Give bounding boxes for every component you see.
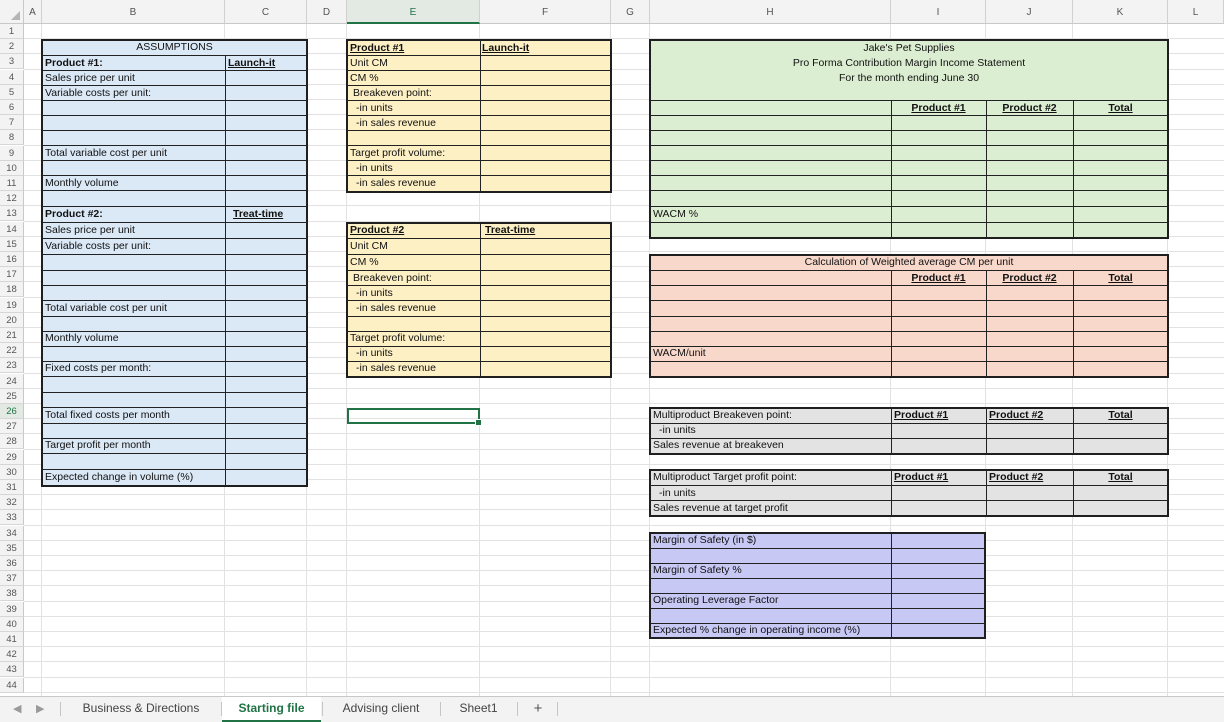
breakeven-in-units[interactable]: -in units	[659, 424, 696, 436]
product1-cm-pct[interactable]: CM %	[350, 72, 379, 84]
cell-border	[650, 623, 985, 624]
cell-border	[347, 160, 611, 161]
cell-border	[347, 331, 611, 332]
column-header-l[interactable]: L	[1168, 0, 1224, 24]
target-col-total[interactable]: Total	[1108, 471, 1133, 483]
row-header-23[interactable]: 23	[0, 358, 24, 373]
row-header-7[interactable]: 7	[0, 115, 24, 130]
row-header-29[interactable]: 29	[0, 450, 24, 465]
row-header-20[interactable]: 20	[0, 313, 24, 328]
product1-unit-cm[interactable]: Unit CM	[350, 57, 388, 69]
target-in-units[interactable]: -in units	[659, 487, 696, 499]
row-header-1[interactable]: 1	[0, 24, 24, 39]
assumptions-fixed-costs[interactable]: Fixed costs per month:	[45, 362, 152, 374]
assumptions-sales-price[interactable]: Sales price per unit	[45, 72, 135, 84]
column-header-d[interactable]: D	[307, 0, 347, 24]
wacm-col-product1[interactable]: Product #1	[911, 272, 966, 284]
row-header-3[interactable]: 3	[0, 54, 24, 69]
product1-in-sales-2[interactable]: -in sales revenue	[356, 177, 436, 189]
row-header-25[interactable]: 25	[0, 389, 24, 404]
row-header-10[interactable]: 10	[0, 161, 24, 176]
assumptions-total-variable-2[interactable]: Total variable cost per unit	[45, 302, 167, 314]
cell-border	[42, 100, 307, 101]
prev-sheet-icon[interactable]: ◀	[13, 703, 22, 715]
income-col-product2[interactable]: Product #2	[1002, 102, 1057, 114]
cell-border	[1073, 270, 1074, 377]
breakeven-sales-revenue[interactable]: Sales revenue at breakeven	[653, 439, 784, 451]
row-header-5[interactable]: 5	[0, 85, 24, 100]
row-header-31[interactable]: 31	[0, 480, 24, 495]
cell-border	[42, 190, 307, 191]
row-header-19[interactable]: 19	[0, 298, 24, 313]
assumptions-total-variable[interactable]: Total variable cost per unit	[45, 147, 167, 159]
gridline-row	[24, 661, 1224, 662]
row-header-2[interactable]: 2	[0, 39, 24, 54]
assumptions-total-fixed[interactable]: Total fixed costs per month	[45, 409, 170, 421]
assumptions-expected-change[interactable]: Expected change in volume (%)	[45, 471, 194, 483]
cell-border	[42, 115, 307, 116]
safety-mos-dollars[interactable]: Margin of Safety (in $)	[653, 534, 757, 546]
cell-border	[891, 270, 892, 377]
cell-border	[891, 533, 892, 638]
cell-border	[347, 145, 611, 146]
income-period[interactable]: For the month ending June 30	[838, 72, 980, 84]
cell-border	[650, 270, 1168, 271]
cell-border	[42, 206, 307, 207]
cell-border	[650, 222, 1168, 223]
row-header-43[interactable]: 43	[0, 662, 24, 677]
cell-border	[891, 100, 892, 238]
row-header-35[interactable]: 35	[0, 541, 24, 556]
active-cell-e26[interactable]	[347, 408, 480, 424]
cell-border	[891, 408, 892, 454]
product2-in-sales-2[interactable]: -in sales revenue	[356, 362, 436, 374]
assumptions-sales-price-2[interactable]: Sales price per unit	[45, 224, 135, 236]
product1-target-volume[interactable]: Target profit volume:	[350, 147, 446, 159]
gridline-row	[24, 616, 1224, 617]
cell-border	[650, 160, 1168, 161]
cell-border	[650, 190, 1168, 191]
cell-border	[42, 85, 307, 86]
cell-border	[650, 115, 1168, 116]
income-col-total[interactable]: Total	[1108, 102, 1133, 114]
gridline-row	[24, 570, 1224, 571]
safety-olf[interactable]: Operating Leverage Factor	[653, 594, 779, 606]
row-header-30[interactable]: 30	[0, 465, 24, 480]
cell-border	[650, 578, 985, 579]
column-header-i[interactable]: I	[891, 0, 986, 24]
row-header-4[interactable]: 4	[0, 70, 24, 85]
cell-border	[347, 254, 611, 255]
row-header-21[interactable]: 21	[0, 328, 24, 343]
cell-border	[42, 238, 307, 239]
cell-border	[347, 238, 611, 239]
cell-border	[650, 285, 1168, 286]
gridline-row	[24, 540, 1224, 541]
row-header-40[interactable]: 40	[0, 617, 24, 632]
cell-border	[650, 608, 985, 609]
cell-border	[650, 423, 1168, 424]
assumptions-product1-label[interactable]: Product #1:	[45, 57, 103, 69]
assumptions-launch-it-label[interactable]: Launch-it	[228, 57, 276, 69]
cell-border	[480, 40, 481, 192]
product1-breakeven[interactable]: Breakeven point:	[353, 87, 432, 99]
column-header-f[interactable]: F	[480, 0, 611, 24]
breakeven-title[interactable]: Multiproduct Breakeven point:	[653, 409, 792, 421]
row-header-18[interactable]: 18	[0, 282, 24, 297]
gridline-row	[24, 585, 1224, 586]
row-header-42[interactable]: 42	[0, 647, 24, 662]
row-header-32[interactable]: 32	[0, 495, 24, 510]
cell-border	[42, 346, 307, 347]
gridline-row	[24, 692, 1224, 693]
cell-border	[650, 438, 1168, 439]
assumptions-monthly-volume-2[interactable]: Monthly volume	[45, 332, 119, 344]
assumptions-title[interactable]: ASSUMPTIONS	[136, 41, 213, 53]
column-header-b[interactable]: B	[42, 0, 225, 24]
cell-border	[347, 115, 611, 116]
income-col-product1[interactable]: Product #1	[911, 102, 966, 114]
cell-border	[42, 376, 307, 377]
cell-border	[42, 316, 307, 317]
breakeven-col-total[interactable]: Total	[1108, 409, 1133, 421]
cell-border	[42, 285, 307, 286]
target-title[interactable]: Multiproduct Target profit point:	[653, 471, 797, 483]
cell-border	[986, 408, 987, 454]
cell-border	[650, 346, 1168, 347]
income-company[interactable]: Jake's Pet Supplies	[863, 42, 955, 54]
column-header-k[interactable]: K	[1073, 0, 1168, 24]
row-header-13[interactable]: 13	[0, 206, 24, 221]
cell-border	[650, 145, 1168, 146]
cell-border	[42, 300, 307, 301]
assumptions-variable-costs-2[interactable]: Variable costs per unit:	[45, 240, 152, 252]
cell-border	[42, 175, 307, 176]
cell-border	[225, 55, 226, 486]
cell-border	[42, 407, 307, 408]
row-header-36[interactable]: 36	[0, 556, 24, 571]
cell-border	[347, 85, 611, 86]
assumptions-target-profit[interactable]: Target profit per month	[45, 439, 151, 451]
product1-header[interactable]: Product #1	[350, 42, 405, 54]
target-col-product2[interactable]: Product #2	[989, 471, 1044, 483]
target-sales-revenue[interactable]: Sales revenue at target profit	[653, 502, 788, 514]
column-header-g[interactable]: G	[611, 0, 650, 24]
cell-border	[42, 331, 307, 332]
sheet-tab-bar	[0, 696, 1224, 722]
column-header-j[interactable]: J	[986, 0, 1073, 24]
row-header-44[interactable]: 44	[0, 678, 24, 693]
cell-border	[650, 300, 1168, 301]
column-header-h[interactable]: H	[650, 0, 891, 24]
row-header-37[interactable]: 37	[0, 571, 24, 586]
product2-in-units[interactable]: -in units	[356, 287, 393, 299]
tab-advising-client[interactable]: Advising client	[342, 701, 420, 715]
cell-border	[42, 453, 307, 454]
cell-border	[347, 130, 611, 131]
row-header-16[interactable]: 16	[0, 252, 24, 267]
row-header-22[interactable]: 22	[0, 343, 24, 358]
row-header-41[interactable]: 41	[0, 632, 24, 647]
cell-border	[650, 593, 985, 594]
cell-border	[1073, 470, 1074, 516]
wacm-col-total[interactable]: Total	[1108, 272, 1133, 284]
gridline-row	[24, 555, 1224, 556]
product2-name[interactable]: Treat-time	[485, 224, 536, 236]
column-header-a[interactable]: A	[24, 0, 42, 24]
tab-sheet1[interactable]: Sheet1	[459, 701, 498, 715]
gridline-row	[24, 646, 1224, 647]
add-sheet-icon[interactable]: +	[533, 700, 543, 717]
cell-border	[650, 316, 1168, 317]
product1-name[interactable]: Launch-it	[482, 42, 530, 54]
cell-border	[347, 285, 611, 286]
select-all-corner[interactable]	[0, 0, 24, 24]
cell-border	[986, 100, 987, 238]
product2-in-units-2[interactable]: -in units	[356, 347, 393, 359]
tab-business-directions[interactable]: Business & Directions	[82, 701, 200, 715]
cell-border	[42, 70, 307, 71]
cell-border	[42, 222, 307, 223]
tab-separator	[557, 702, 558, 716]
row-header-15[interactable]: 15	[0, 237, 24, 252]
income-statement-title[interactable]: Pro Forma Contribution Margin Income Statement	[792, 57, 1026, 69]
cell-border	[650, 175, 1168, 176]
safety-mos-pct[interactable]: Margin of Safety %	[653, 564, 742, 576]
row-header-39[interactable]: 39	[0, 602, 24, 617]
product2-breakeven[interactable]: Breakeven point:	[353, 272, 432, 284]
assumptions-monthly-volume[interactable]: Monthly volume	[45, 177, 119, 189]
column-header-c[interactable]: C	[225, 0, 307, 24]
cell-border	[42, 438, 307, 439]
assumptions-product2-label[interactable]: Product #2:	[45, 208, 103, 220]
cell-border	[650, 500, 1168, 501]
cell-border	[42, 469, 307, 470]
cell-border	[650, 100, 1168, 101]
product2-header[interactable]: Product #2	[350, 224, 405, 236]
cell-border	[650, 206, 1168, 207]
cell-border	[42, 130, 307, 131]
cell-border	[42, 361, 307, 362]
row-header-33[interactable]: 33	[0, 510, 24, 525]
product2-in-sales[interactable]: -in sales revenue	[356, 302, 436, 314]
cell-border	[650, 563, 985, 564]
cell-border	[650, 361, 1168, 362]
cell-border	[347, 346, 611, 347]
gridline-row	[24, 525, 1224, 526]
cell-border	[1073, 100, 1074, 238]
product2-target-volume[interactable]: Target profit volume:	[350, 332, 446, 344]
wacm-per-unit[interactable]: WACM/unit	[653, 347, 706, 359]
cell-border	[347, 316, 611, 317]
cell-border	[650, 130, 1168, 131]
cell-border	[891, 470, 892, 516]
breakeven-col-product1[interactable]: Product #1	[894, 409, 949, 421]
cell-border	[42, 160, 307, 161]
cell-border	[480, 223, 481, 377]
product1-in-units[interactable]: -in units	[356, 102, 393, 114]
assumptions-treat-time-label[interactable]: Treat-time	[233, 208, 284, 220]
cell-border	[42, 145, 307, 146]
cell-border	[42, 254, 307, 255]
row-header-12[interactable]: 12	[0, 191, 24, 206]
row-header-26[interactable]: 26	[0, 404, 24, 419]
product1-in-sales[interactable]: -in sales revenue	[356, 117, 436, 129]
product1-in-units-2[interactable]: -in units	[356, 162, 393, 174]
cell-border	[347, 100, 611, 101]
tab-separator	[60, 702, 61, 716]
breakeven-col-product2[interactable]: Product #2	[989, 409, 1044, 421]
row-header-9[interactable]: 9	[0, 146, 24, 161]
row-header-27[interactable]: 27	[0, 419, 24, 434]
assumptions-variable-costs[interactable]: Variable costs per unit:	[45, 87, 152, 99]
cell-border	[650, 548, 985, 549]
cell-border	[650, 331, 1168, 332]
gridline-row	[24, 601, 1224, 602]
cell-border	[347, 175, 611, 176]
row-header-6[interactable]: 6	[0, 100, 24, 115]
cell-border	[347, 361, 611, 362]
column-header-e[interactable]: E	[347, 0, 480, 24]
row-header-24[interactable]: 24	[0, 374, 24, 389]
gridline-row	[24, 631, 1224, 632]
row-header-11[interactable]: 11	[0, 176, 24, 191]
cell-border	[1073, 408, 1074, 454]
cell-border	[42, 55, 307, 56]
cell-border	[347, 55, 611, 56]
row-header-8[interactable]: 8	[0, 130, 24, 145]
row-header-14[interactable]: 14	[0, 222, 24, 237]
tab-starting-file[interactable]: Starting file	[222, 697, 321, 722]
product2-unit-cm[interactable]: Unit CM	[350, 240, 388, 252]
gridline-row	[24, 677, 1224, 678]
cell-border	[42, 423, 307, 424]
product2-cm-pct[interactable]: CM %	[350, 256, 379, 268]
wacm-title[interactable]: Calculation of Weighted average CM per unit	[804, 256, 1014, 268]
row-header-38[interactable]: 38	[0, 586, 24, 601]
safety-expected[interactable]: Expected % change in operating income (%)	[653, 624, 861, 636]
row-header-28[interactable]: 28	[0, 434, 24, 449]
wacm-col-product2[interactable]: Product #2	[1002, 272, 1057, 284]
next-sheet-icon[interactable]: ▶	[36, 703, 45, 715]
income-wacm-pct[interactable]: WACM %	[653, 208, 699, 220]
cell-border	[986, 470, 987, 516]
row-header-34[interactable]: 34	[0, 526, 24, 541]
cell-border	[650, 485, 1168, 486]
cell-border	[986, 270, 987, 377]
cell-border	[347, 70, 611, 71]
target-col-product1[interactable]: Product #1	[894, 471, 949, 483]
cell-border	[42, 392, 307, 393]
cell-border	[42, 270, 307, 271]
cell-border	[347, 270, 611, 271]
row-header-17[interactable]: 17	[0, 267, 24, 282]
tab-separator	[517, 702, 518, 716]
cell-border	[347, 300, 611, 301]
